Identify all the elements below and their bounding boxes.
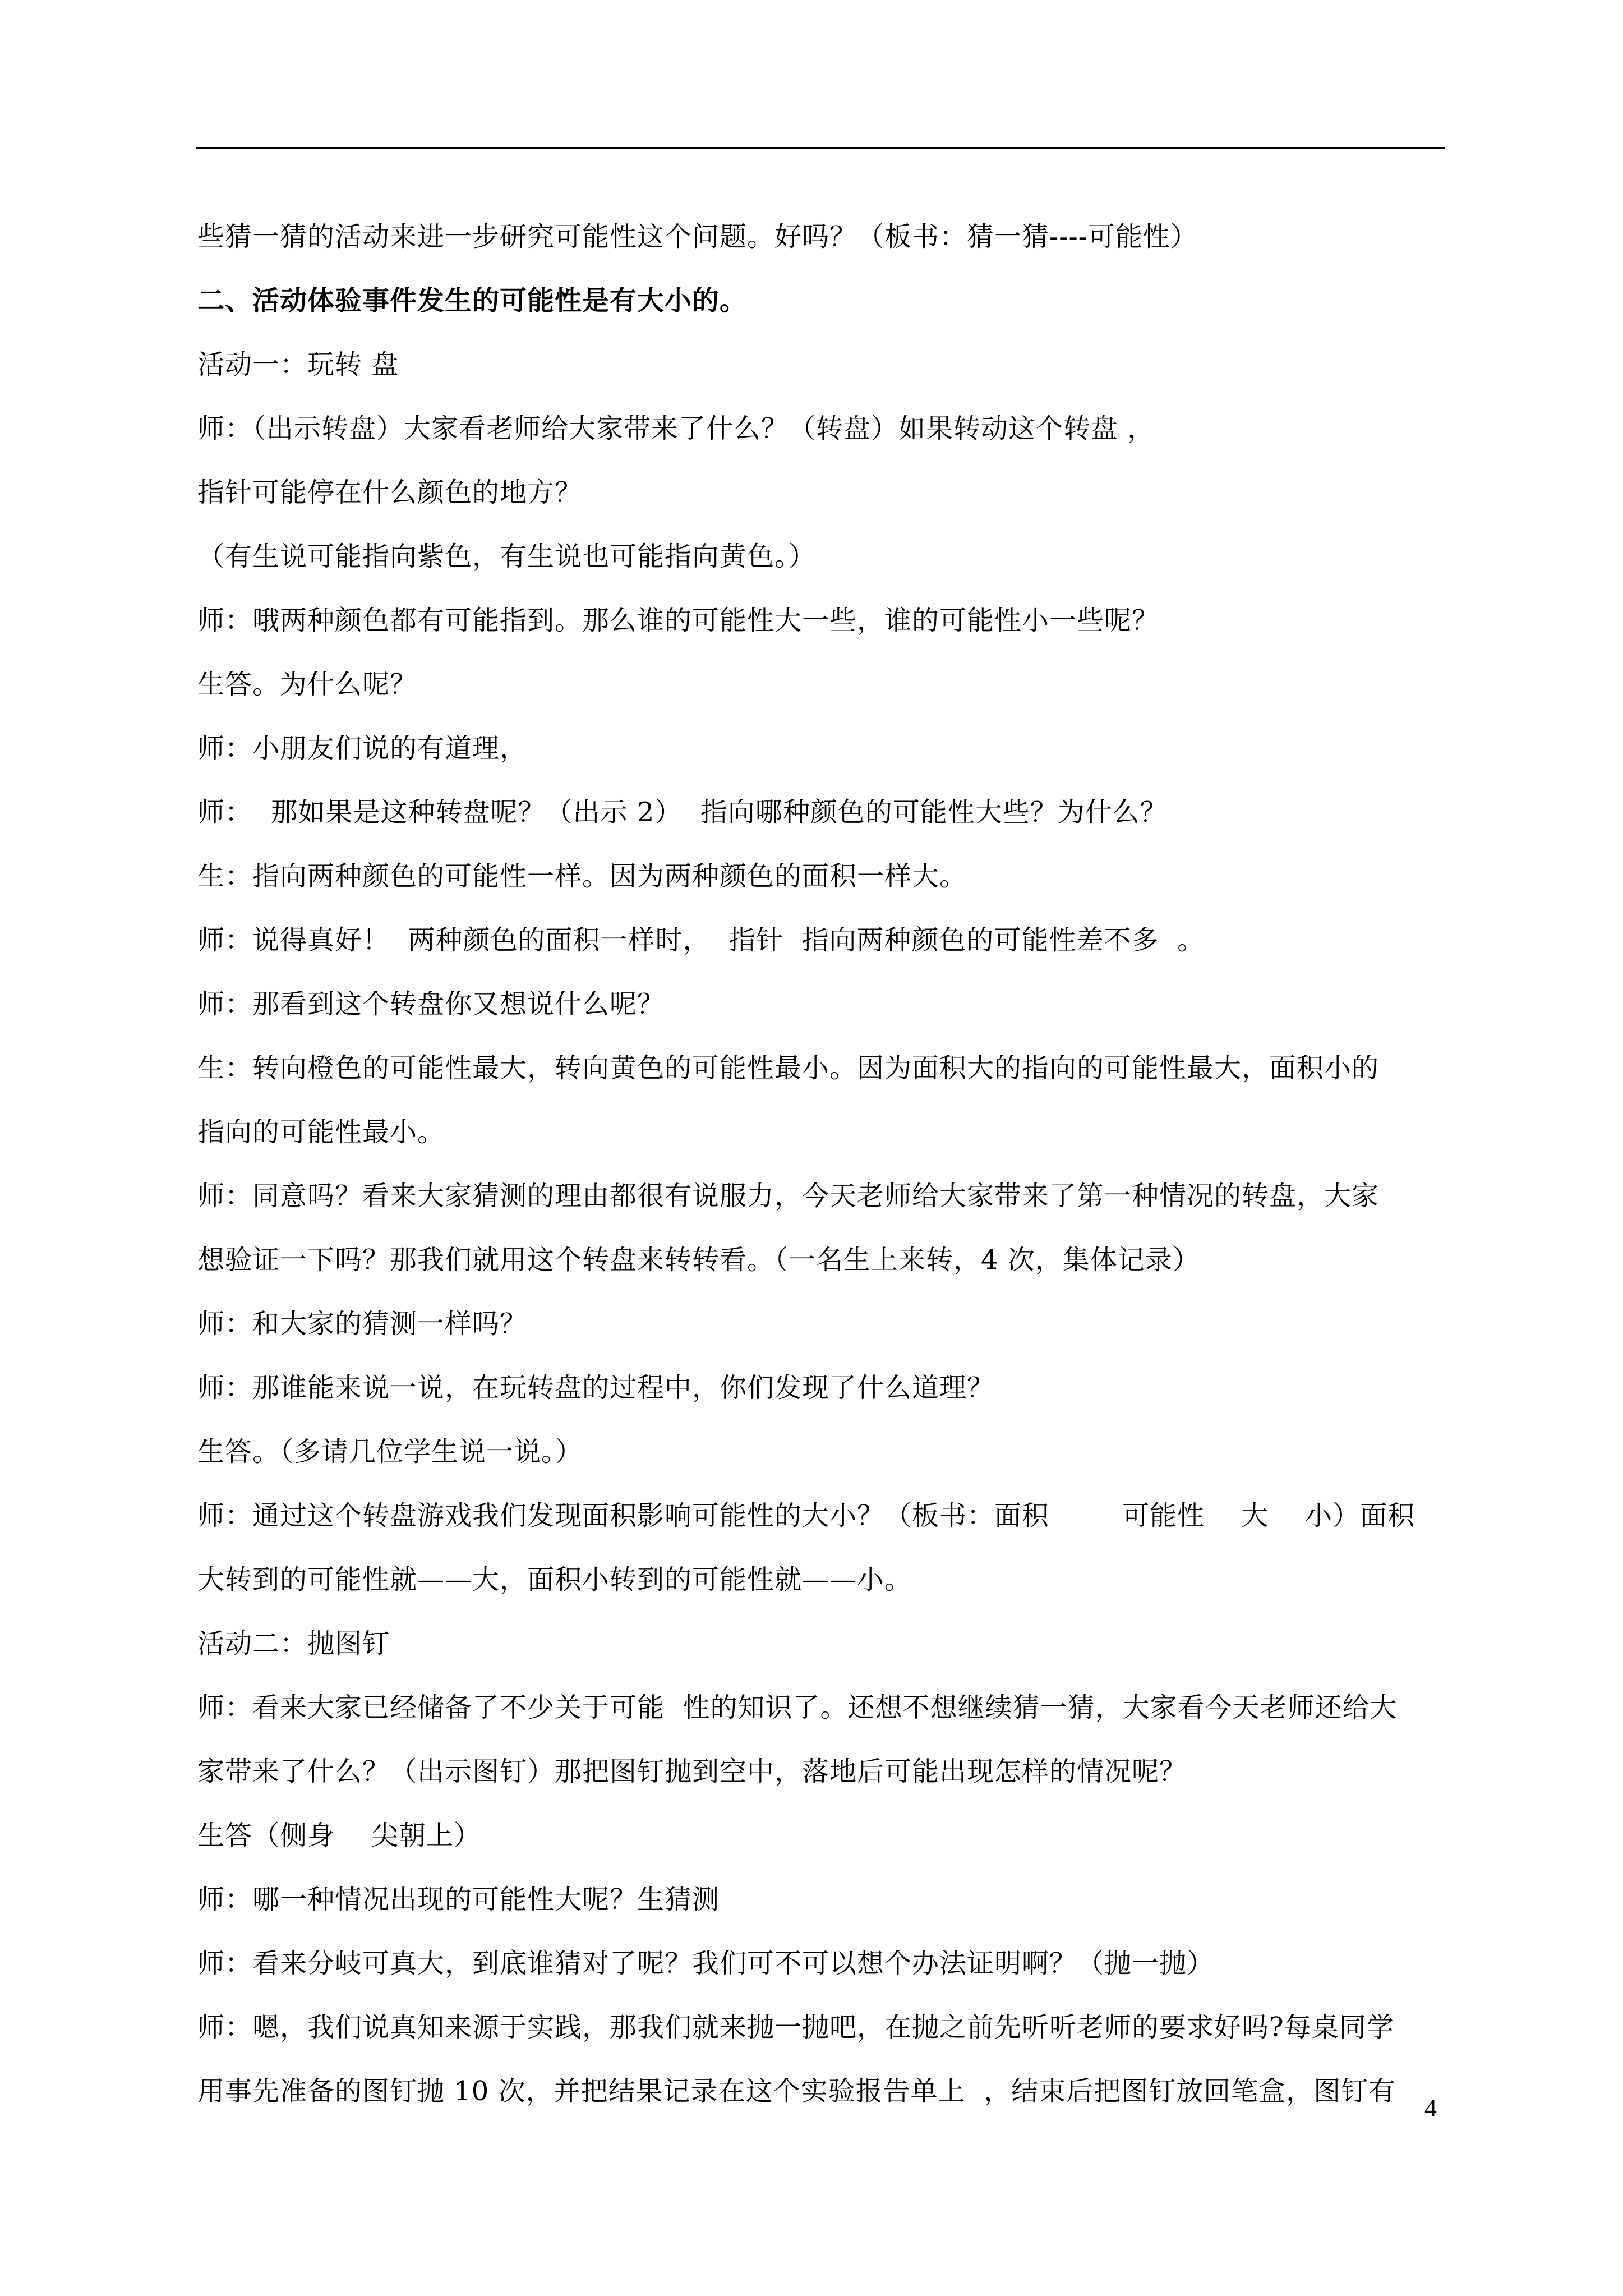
body-line: 师：那谁能来说一说，在玩转盘的过程中，你们发现了什么道理？: [197, 1372, 995, 1404]
header-rule: [196, 147, 1445, 149]
body-line: 师：同意吗？看来大家猜测的理由都很有说服力，今天老师给大家带来了第一种情况的转盘，大家: [197, 1180, 1380, 1212]
body-line: 想验证一下吗？那我们就用这个转盘来转转看。（一名生上来转，4 次，集体记录）: [197, 1244, 1200, 1276]
body-line: 师：看来分岐可真大，到底谁猜对了呢？我们可不可以想个办法证明啊？（抛一抛）: [197, 1948, 1215, 1979]
body-line: 师：嗯，我们说真知来源于实践，那我们就来抛一抛吧，在抛之前先听听老师的要求好吗?每桌同学: [197, 2012, 1394, 2043]
body-line: 师：说得真好！ 两种颜色的面积一样时， 指针 指向两种颜色的可能性差不多 。: [197, 924, 1205, 956]
body-line: 师：和大家的猜测一样吗？: [197, 1308, 528, 1340]
body-line: 指针可能停在什么颜色的地方？: [197, 477, 583, 508]
body-line: 生：转向橙色的可能性最大，转向黄色的可能性最小。因为面积大的指向的可能性最大，面积小的: [197, 1052, 1380, 1084]
body-line: 生：指向两种颜色的可能性一样。因为两种颜色的面积一样大。: [197, 861, 967, 892]
body-line: 些猜一猜的活动来进一步研究可能性这个问题。好吗？（板书：猜一猜----可能性）: [197, 221, 1198, 252]
body-line: 生答。（多请几位学生说一说。）: [197, 1436, 583, 1467]
body-line: 师：哦两种颜色都有可能指到。那么谁的可能性大一些，谁的可能性小一些呢？: [197, 605, 1160, 636]
body-line: 师：看来大家已经储备了不少关于可能 性的知识了。还想不想继续猜一猜，大家看今天老师还给大: [197, 1692, 1398, 1723]
page-number: 4: [1424, 2094, 1437, 2122]
body-line: 师： 那如果是这种转盘呢？（出示 2） 指向哪种颜色的可能性大些？为什么？: [197, 797, 1168, 828]
body-line: 大转到的可能性就——大，面积小转到的可能性就——小。: [197, 1564, 912, 1595]
body-line: 家带来了什么？（出示图钉）那把图钉抛到空中，落地后可能出现怎样的情况呢？: [197, 1756, 1187, 1787]
body-line: 师：（出示转盘）大家看老师给大家带来了什么？（转盘）如果转动这个转盘 ，: [197, 413, 1155, 444]
activity-heading: 活动二：抛图钉: [197, 1628, 390, 1659]
body-line: 师：那看到这个转盘你又想说什么呢？: [197, 988, 665, 1020]
body-line: 师：通过这个转盘游戏我们发现面积影响可能性的大小？（板书：面积 可能性 大 小）面积: [197, 1500, 1415, 1531]
body-line: 生答（侧身 尖朝上）: [197, 1820, 482, 1851]
activity-heading: 活动一：玩转 盘: [197, 349, 399, 380]
body-line: （有生说可能指向紫色，有生说也可能指向黄色。）: [197, 541, 817, 572]
body-line: 师：哪一种情况出现的可能性大呢？生猜测: [197, 1884, 720, 1915]
body-line: 师：小朋友们说的有道理，: [197, 733, 528, 764]
body-line: 生答。为什么呢？: [197, 669, 418, 700]
body-line: 指向的可能性最小。: [197, 1116, 445, 1148]
body-line: 用事先准备的图钉抛 10 次，并把结果记录在这个实验报告单上 ，结束后把图钉放回笔盒，图钉有: [197, 2076, 1396, 2107]
document-body: [197, 205, 1445, 2123]
section-heading: 二、活动体验事件发生的可能性是有大小的。: [197, 285, 748, 316]
